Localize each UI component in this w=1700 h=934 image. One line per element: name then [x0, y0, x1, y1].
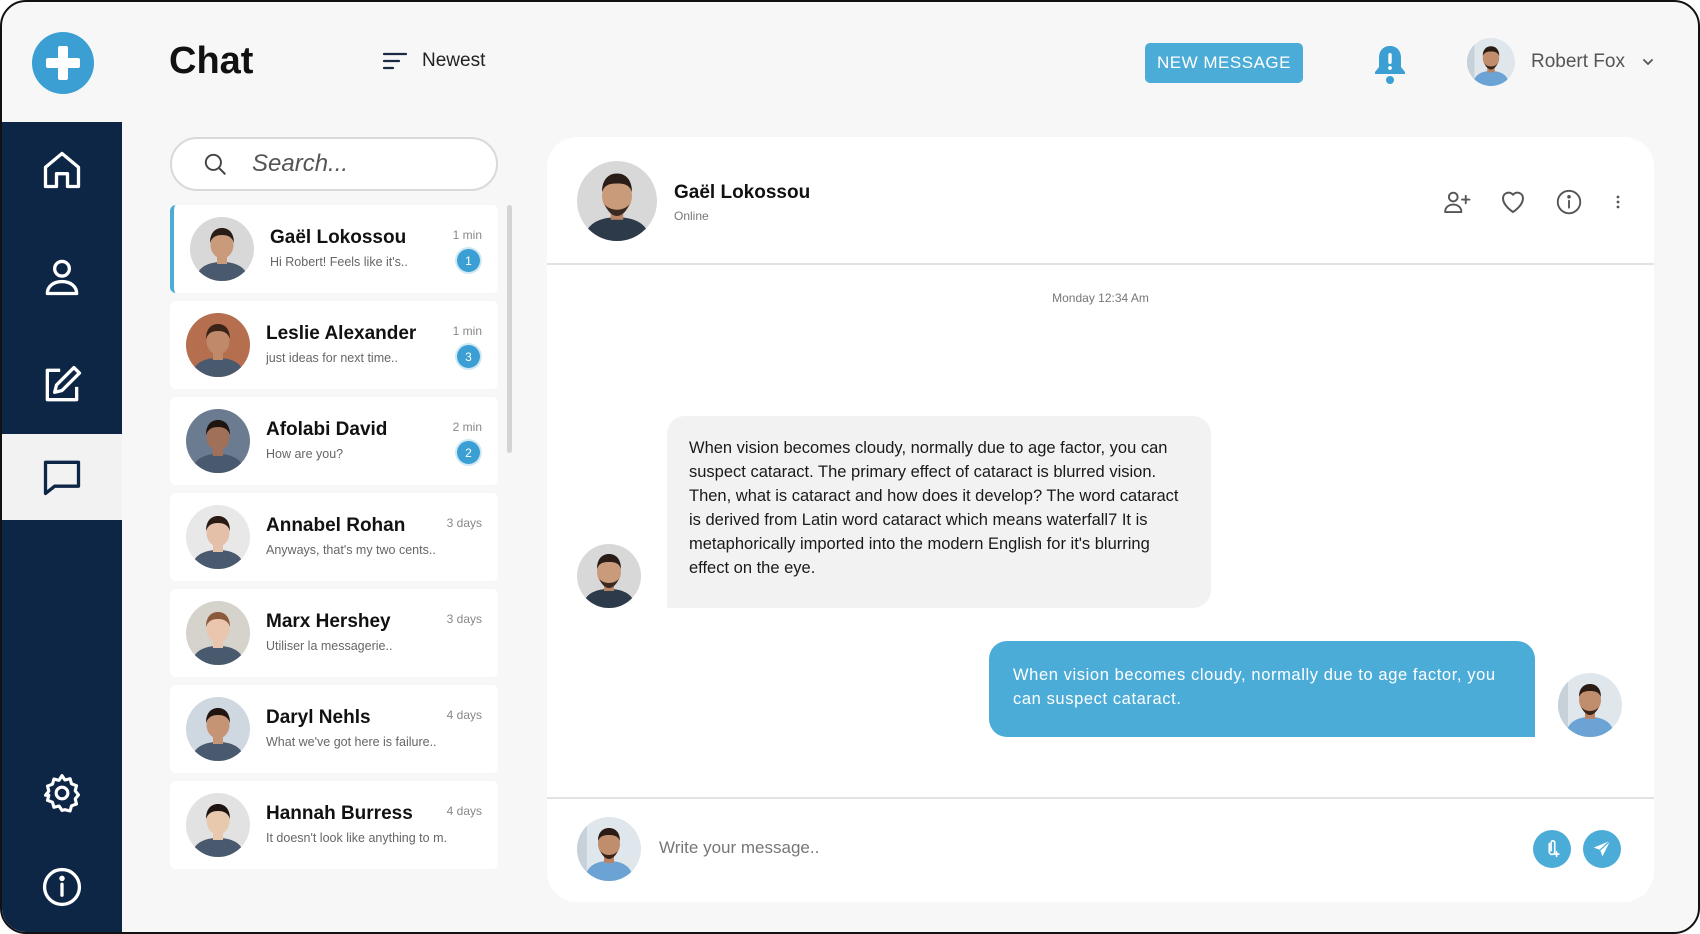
- timestamp: 4 days: [446, 708, 482, 722]
- conversation-item[interactable]: [170, 685, 498, 773]
- more-vertical-icon[interactable]: [1610, 187, 1626, 217]
- chat-header: [547, 137, 1654, 265]
- unread-badge: 1: [457, 249, 480, 272]
- day-separator: Monday 12:34 Am: [1052, 291, 1149, 305]
- sort-label: Newest: [422, 50, 486, 71]
- message-preview: just ideas for next time..: [266, 351, 399, 365]
- unread-badge: 3: [457, 345, 480, 368]
- contact-status: Online: [674, 209, 709, 223]
- plus-icon[interactable]: [32, 32, 94, 94]
- message-preview: How are you?: [266, 447, 344, 461]
- user-icon: [40, 255, 84, 299]
- sidebar-item-profile[interactable]: [2, 234, 122, 320]
- sidebar-item-edit[interactable]: [2, 342, 122, 428]
- info-circle-icon[interactable]: [1554, 187, 1584, 217]
- contact-name: Marx Hershey: [266, 611, 391, 632]
- home-icon: [40, 148, 84, 192]
- message-input[interactable]: [659, 831, 1359, 865]
- avatar: [186, 313, 250, 377]
- avatar: [1467, 38, 1515, 86]
- chat-panel: [547, 137, 1654, 902]
- conversation-item[interactable]: [170, 589, 498, 677]
- avatar: [186, 409, 250, 473]
- add-user-icon[interactable]: [1442, 187, 1472, 217]
- avatar: [190, 217, 254, 281]
- page-title: Chat: [169, 40, 254, 82]
- contact-name: Daryl Nehls: [266, 707, 371, 728]
- message-preview: Anyways, that's my two cents..: [266, 543, 436, 557]
- sort-dropdown[interactable]: [382, 50, 485, 72]
- conversation-item[interactable]: [170, 493, 498, 581]
- conversation-list: [170, 205, 498, 902]
- user-menu[interactable]: [1467, 38, 1655, 86]
- user-name: Robert Fox: [1531, 51, 1625, 72]
- sidebar-item-chat[interactable]: [2, 434, 122, 520]
- new-message-button[interactable]: NEW MESSAGE: [1145, 43, 1303, 83]
- contact-name: Annabel Rohan: [266, 515, 406, 536]
- chat-actions: [1442, 187, 1626, 217]
- list-scrollbar[interactable]: [507, 205, 512, 453]
- message-preview: Utiliser la messagerie..: [266, 639, 393, 653]
- conversation-item[interactable]: [170, 397, 498, 485]
- timestamp: 3 days: [446, 612, 482, 626]
- attach-button[interactable]: [1533, 830, 1571, 868]
- contact-avatar: [577, 161, 657, 241]
- search-input[interactable]: [252, 150, 472, 178]
- avatar: [186, 505, 250, 569]
- contact-name: Gaël Lokossou: [270, 227, 407, 248]
- settings-icon: [40, 771, 84, 815]
- timestamp: 2 min: [452, 420, 482, 434]
- avatar: [186, 601, 250, 665]
- sidebar: [2, 122, 122, 934]
- conversation-item[interactable]: [170, 781, 498, 869]
- timestamp: 1 min: [452, 324, 482, 338]
- timestamp: 4 days: [446, 804, 482, 818]
- my-avatar: [577, 817, 641, 881]
- heart-icon[interactable]: [1498, 187, 1528, 217]
- incoming-avatar: [577, 544, 641, 608]
- contact-name: Afolabi David: [266, 419, 388, 440]
- incoming-message: When vision becomes cloudy, normally due to age factor, you can suspect cataract. The primary effect of cataract is blurred vision. Then, what is cataract and how does it develop? The word cataract is derived from Latin word cataract which means waterfall7 It is metaphorically imported into the modern English for it's blurring effect on the eye.: [667, 416, 1211, 608]
- sidebar-item-home[interactable]: [2, 127, 122, 213]
- message-preview: It doesn't look like anything to m.: [266, 831, 447, 845]
- message-preview: Hi Robert! Feels like it's..: [270, 255, 408, 269]
- chevron-down-icon: [1641, 57, 1655, 67]
- avatar: [186, 697, 250, 761]
- conversation-item[interactable]: [170, 205, 498, 293]
- timestamp: 1 min: [452, 228, 482, 242]
- outgoing-avatar: [1558, 673, 1622, 737]
- message-preview: What we've got here is failure..: [266, 735, 437, 749]
- avatar: [186, 793, 250, 857]
- send-button[interactable]: [1583, 830, 1621, 868]
- conversation-item[interactable]: [170, 301, 498, 389]
- attach-icon: [1541, 838, 1563, 860]
- contact-name: Leslie Alexander: [266, 323, 417, 344]
- unread-badge: 2: [457, 441, 480, 464]
- chat-icon: [40, 455, 84, 499]
- search-icon: [202, 151, 228, 177]
- sidebar-item-info[interactable]: [2, 844, 122, 930]
- sort-icon: [382, 51, 408, 71]
- contact-name: Hannah Burress: [266, 803, 413, 824]
- sidebar-item-settings[interactable]: [2, 750, 122, 836]
- send-icon: [1591, 838, 1613, 860]
- info-icon: [40, 865, 84, 909]
- outgoing-message: When vision becomes cloudy, normally due to age factor, you can suspect cataract.: [989, 641, 1535, 737]
- edit-icon: [40, 363, 84, 407]
- timestamp: 3 days: [446, 516, 482, 530]
- contact-name: Gaël Lokossou: [674, 182, 811, 203]
- message-composer: [547, 797, 1654, 902]
- bell-icon[interactable]: [1370, 42, 1410, 86]
- search-box[interactable]: [170, 137, 498, 191]
